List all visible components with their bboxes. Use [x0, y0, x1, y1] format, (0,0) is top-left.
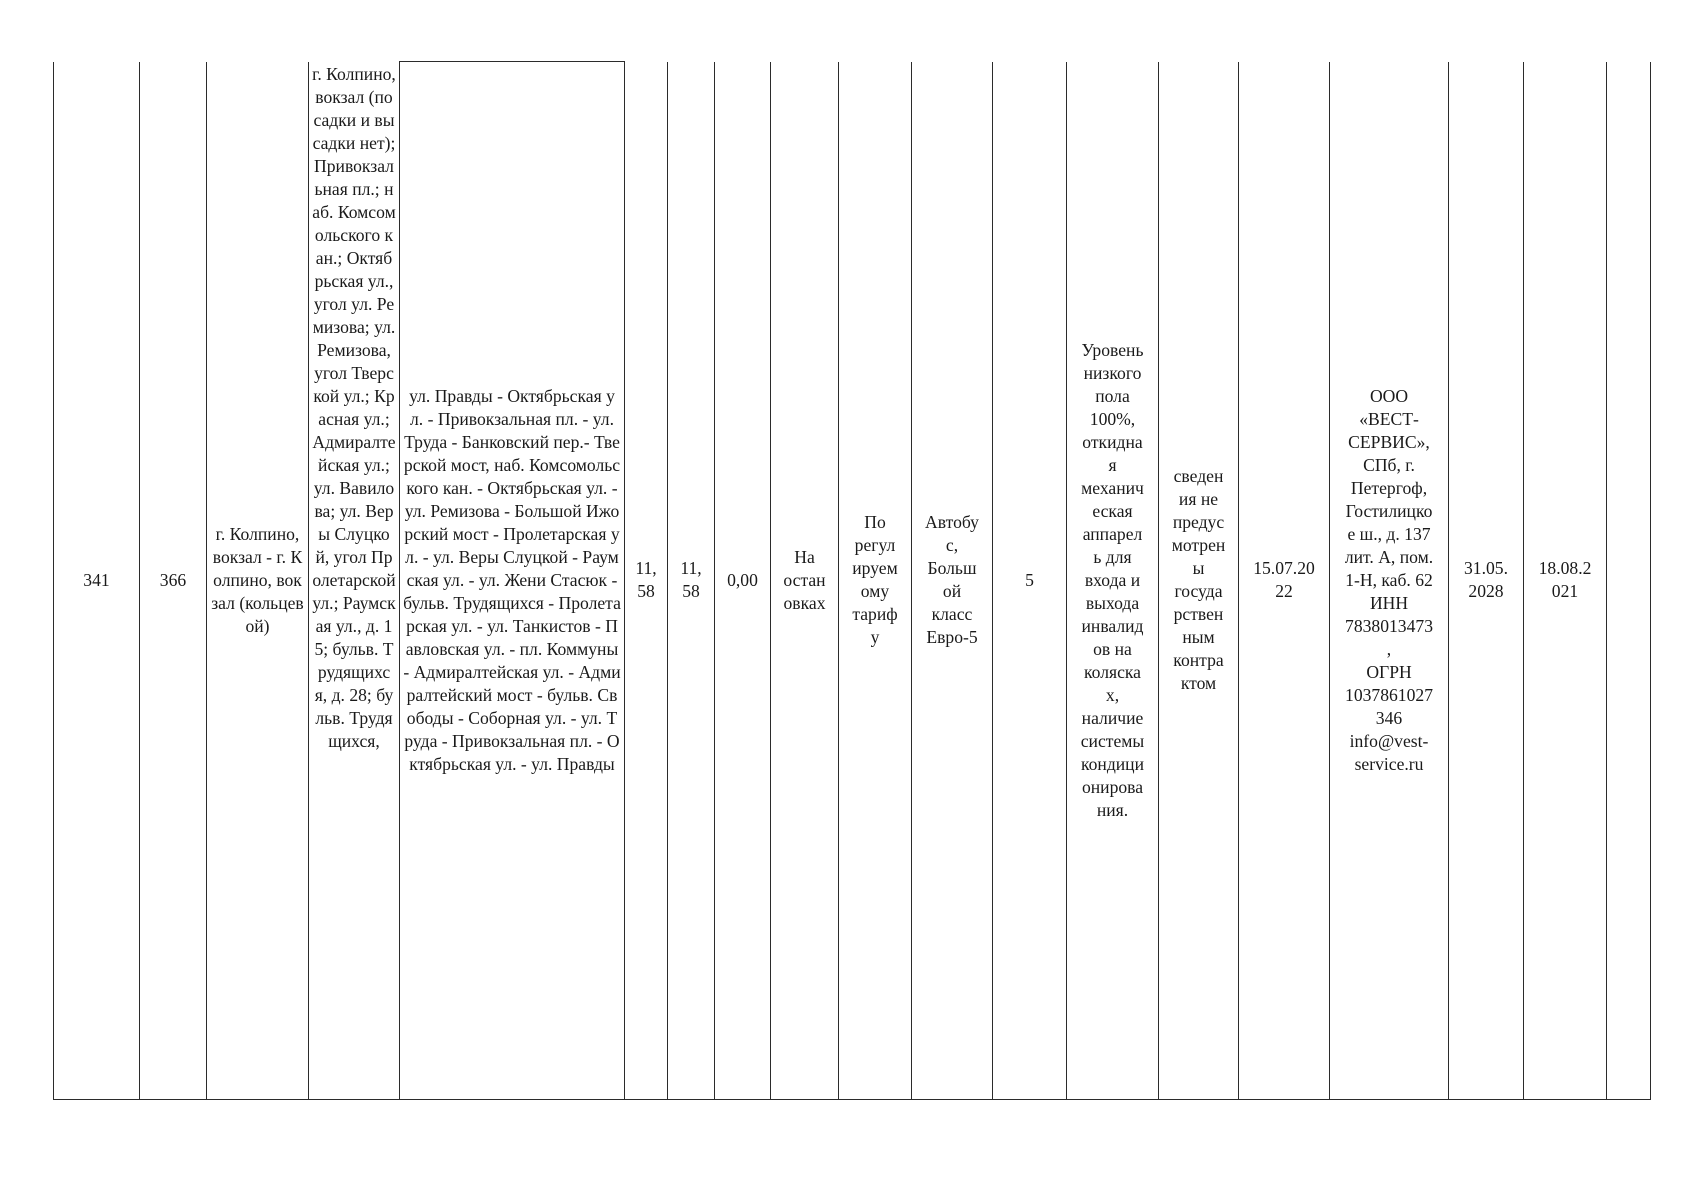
route-name-cell: г. Колпино, вокзал - г. Колпино, вокзал (кольцевой): [207, 62, 309, 1100]
length-backward-cell: 11, 58: [668, 62, 715, 1100]
stops-cell: [309, 62, 400, 1100]
contract-info-cell: сведен ия не предус мотрен ы госуда рствен ным контра ктом: [1159, 62, 1239, 1100]
vehicle-count-cell: 5: [993, 62, 1067, 1100]
notes-cell: [1607, 62, 1651, 1100]
characteristics-cell: Уровень низкого пола 100%, откидна я механич еская аппарел ь для входа и выхода инвалид ов на коляска х, наличие системы кондици онирова ния.: [1067, 62, 1159, 1100]
issue-date-cell: 18.08.2 021: [1524, 62, 1607, 1100]
end-date-cell: 31.05. 2028: [1449, 62, 1524, 1100]
route-number-cell: 366: [140, 62, 207, 1100]
vehicle-cell: Автобу с, Больш ой класс Евро-5: [912, 62, 993, 1100]
tariff-cell: По регул ируем ому тариф у: [839, 62, 912, 1100]
carrier-cell: ООО «ВЕСТ- СЕРВИС», СПб, г. Петергоф, Гостилицко е ш., д. 137 лит. А, пом. 1-Н, каб. 62 ИНН 7838013473 , ОГРН 1037861027 346 info@vest- service.ru: [1330, 62, 1449, 1100]
length-value-cell: 0,00: [715, 62, 771, 1100]
table-row: [54, 62, 1651, 1100]
registry-number-cell: 341: [54, 62, 140, 1100]
start-date-cell: 15.07.20 22: [1239, 62, 1330, 1100]
stop-order-cell: На остан овках: [771, 62, 839, 1100]
route-registry-table: [53, 61, 1651, 1100]
streets-cell: ул. Правды - Октябрьская ул. - Привокзальная пл. - ул. Труда - Банковский пер.- Тверской мост, наб. Комсомольского кан. - Октябрьская ул. - ул. Ремизова - Большой Ижорский мост - Пролетарская ул. - ул. Веры Слуцкой - Раумская ул. - ул. Жени Стасюк - бульв. Трудящихся - Пролетарская ул. - ул. Танкистов - Павловская ул. - пл. Коммуны - Адмиралтейская ул. - Адмиралтейский мост - бульв. Свободы - Соборная ул. - ул. Труда - Привокзальная пл. - Октябрьская ул. - ул. Правды: [400, 62, 625, 1100]
stops-text: г. Колпино, вокзал (посадки и высадки нет); Привокзальная пл.; наб. Комсомольского кан.; Октябрьская ул., угол ул. Ремизова; ул. Ремизова, угол Тверской ул.; Красная ул.; Адмиралтейская ул.; ул. Вавилова; ул. Веры Слуцкой, угол Пролетарской ул.; Раумская ул., д. 15; бульв. Трудящихся, д. 28; бульв. Трудящихся,: [312, 63, 396, 751]
length-forward-cell: 11, 58: [625, 62, 668, 1100]
